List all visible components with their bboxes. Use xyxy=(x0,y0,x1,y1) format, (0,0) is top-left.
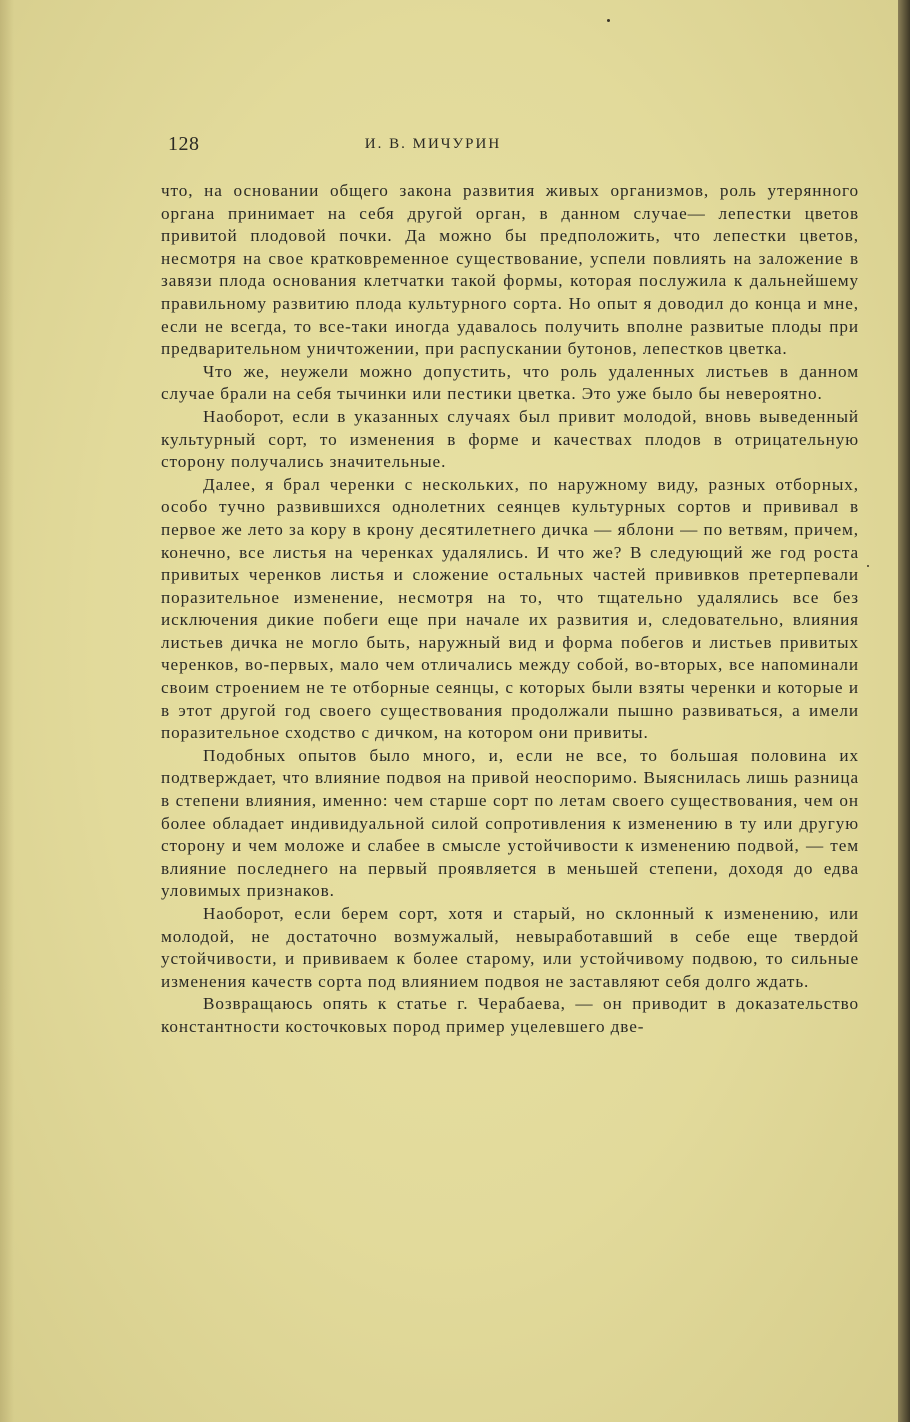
page-header xyxy=(168,133,698,157)
paragraph-7: Возвращаюсь опять к статье г. Черабаева, — он приводит в доказательство константности косточковых пород пример уцелевшего две- xyxy=(161,994,859,1036)
page-number: 128 xyxy=(168,133,200,155)
print-speck xyxy=(867,565,869,567)
paragraph-1: что, на основании общего закона развития живых организмов, роль утерянного органа принимает на себя другой орган, в данном случае— лепестки цветов привитой плодовой почки. Да можно бы предположить, что лепестки цветов, несмотря на свое кратковременное существование, успели повлиять на заложение в завязи плода основания клетчатки такой формы, которая послужила к дальнейшему правильному развитию плода культурного сорта. Но опыт я доводил до конца и мне, если не всегда, то все-таки иногда удавалось получить вполне развитые плоды при предварительном уничтожении, при распускании бутонов, лепестков цветка. xyxy=(161,181,859,359)
page-edge-shadow xyxy=(898,0,910,1422)
body-text xyxy=(161,180,859,1039)
running-head: И. В. МИЧУРИН xyxy=(364,136,502,152)
paragraph-6: Наоборот, если берем сорт, хотя и старый, но склонный к изменению, или молодой, не достаточно возмужалый, невыработавший в себе еще твердой устойчивости, и прививаем к более старому, или устойчивому подвою, то сильные изменения качеств сорта под влиянием подвоя не заставляют себя долго ждать. xyxy=(161,904,859,991)
paragraph-4: Далее, я брал черенки с нескольких, по наружному виду, разных отборных, особо тучно развившихся однолетних сеянцев культурных сортов и прививал в первое же лето за кору в крону десятилетнего дичка — яблони — по ветвям, причем, конечно, все листья на черенках удалялись. И что же? В следующий же год роста привитых черенков листья и сложение остальных частей прививков претерпевали поразительное изменение, несмотря на то, что тщательно удалялись все без исключения дикие побеги еще при начале их развития и, следовательно, влияния листьев дичка не могло быть, наружный вид и форма побегов и листьев привитых черенков, во-первых, мало чем отличались между собой, во-вторых, все напоминали своим строением не те отборные сеянцы, с которых были взяты черенки и которые и в этот другой год своего существования продолжали пышно развиваться, а имели поразительное сходство с дичком, на котором они привиты. xyxy=(161,474,859,743)
paragraph-3: Наоборот, если в указанных случаях был привит молодой, вновь выведенный культурный сорт, то изменения в форме и качествах плодов в отрицательную сторону получались значительные. xyxy=(161,406,859,472)
paragraph-2: Что же, неужели можно допустить, что роль удаленных листьев в данном случае брали на себя тычинки или пестики цветка. Это уже было бы невероятно. xyxy=(161,361,859,404)
paragraph-5: Подобных опытов было много, и, если не все, то большая половина их подтверждает, что влияние подвоя на привой неоспоримо. Выяснилась лишь разница в степени влияния, именно: чем старше сорт по летам своего существования, чем он более обладает индивидуальной силой сопротивления к изменению в ту или другую сторону и чем моложе и слабее в смысле устойчивости к изменению подвой, — тем влияние последнего на первый проявляется в меньшей степени, доходя до едва уловимых признаков. xyxy=(161,745,859,901)
print-speck xyxy=(607,19,610,22)
